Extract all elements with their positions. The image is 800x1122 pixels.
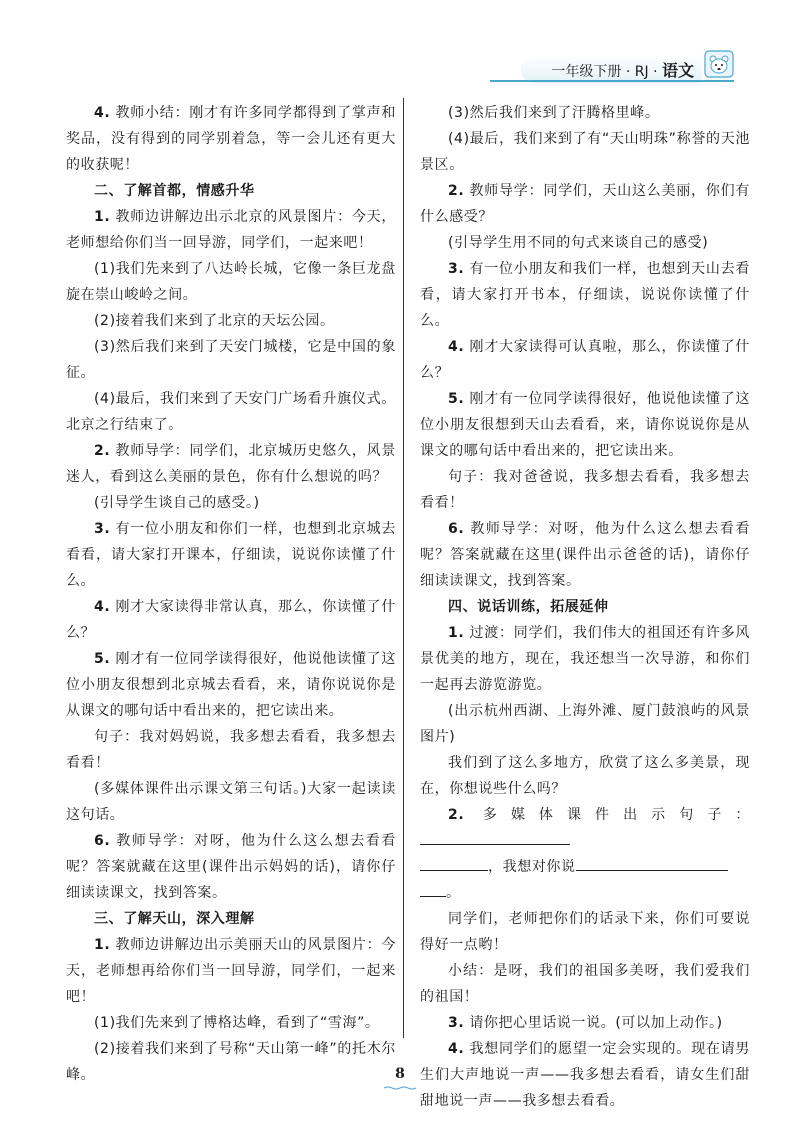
paragraph: (4)最后，我们来到了有“天山明珠”称誉的天池景区。 bbox=[420, 131, 750, 173]
paragraph: 2. 教师导学：同学们，天山这么美丽，你们有什么感受？ bbox=[420, 183, 750, 225]
paragraph: 6. 教师导学：对呀，他为什么这么想去看看呢？答案就藏在这里(课件出示妈妈的话)，请你仔细读读课文，找到答案。 bbox=[66, 833, 396, 901]
paragraph: 2. 多媒体课件出示句子： bbox=[420, 802, 750, 854]
header-rule bbox=[490, 80, 734, 82]
section-heading: 四、说话训练，拓展延伸 bbox=[448, 599, 609, 615]
paragraph: (引导学生谈自己的感受。) bbox=[94, 495, 260, 511]
paragraph: 3. 请你把心里话说一说。(可以加上动作。) bbox=[448, 1015, 723, 1031]
header-subject: 语文 bbox=[661, 61, 694, 80]
page-number-wave-icon bbox=[384, 1086, 416, 1090]
paragraph: 4. 刚才大家读得非常认真，那么，你读懂了什么？ bbox=[66, 599, 396, 641]
header-series: 一年级下册 · RJ · bbox=[551, 64, 662, 80]
paragraph: (1)我们先来到了八达岭长城，它像一条巨龙盘旋在崇山峻岭之间。 bbox=[66, 261, 396, 303]
paragraph: 1. 教师边讲解边出示美丽天山的风景图片：今天，老师想再给你们当一回导游，同学们，一起来吧！ bbox=[66, 937, 396, 1005]
paragraph: (3)然后我们来到了天安门城楼，它是中国的象征。 bbox=[66, 339, 396, 381]
paragraph: 5. 刚才有一位同学读得很好，他说他读懂了这位小朋友很想到天山去看看，来，请你说说你是从课文的哪句话中看出来的，把它读出来。 bbox=[420, 391, 750, 459]
fill-blank bbox=[576, 854, 728, 871]
header-label bbox=[521, 56, 702, 83]
paragraph: 小结：是呀，我们的祖国多美呀，我们爱我们的祖国！ bbox=[420, 963, 750, 1005]
paragraph: (出示杭州西湖、上海外滩、厦门鼓浪屿的风景图片) bbox=[420, 703, 750, 745]
paragraph: 4. 刚才大家读得可认真啦，那么，你读懂了什么？ bbox=[420, 339, 750, 381]
paragraph: 5. 刚才有一位同学读得很好，他说他读懂了这位小朋友很想到北京城去看看，来，请你说说你是从课文的哪句话中看出来的，把它读出来。 bbox=[66, 651, 396, 719]
cartoon-bear-icon bbox=[704, 50, 734, 78]
paragraph: (2)接着我们来到了北京的天坛公园。 bbox=[94, 313, 335, 329]
paragraph: 1. 教师边讲解边出示北京的风景图片：今天，老师想给你们当一回导游，同学们，一起来吧！ bbox=[66, 209, 396, 251]
paragraph: (4)最后，我们来到了天安门广场看升旗仪式。北京之行结束了。 bbox=[66, 391, 396, 433]
paragraph: 3. 有一位小朋友和你们一样，也想到北京城去看看，请大家打开课本，仔细读，说说你读懂了什么。 bbox=[66, 521, 396, 589]
column-divider bbox=[403, 98, 404, 1038]
fill-blank bbox=[420, 828, 570, 845]
paragraph: ，我想对你说 bbox=[420, 854, 750, 880]
section-heading: 三、了解天山，深入理解 bbox=[94, 911, 255, 927]
section-heading: 二、了解首都，情感升华 bbox=[94, 183, 255, 199]
paragraph: 4. 我想同学们的愿望一定会实现的。现在请男生们大声地说一声——我多想去看看，请女生们甜甜地说一声——我多想去看看。 bbox=[420, 1041, 750, 1109]
fill-blank bbox=[420, 880, 446, 897]
paragraph: (多媒体课件出示课文第三句话。)大家一起读读这句话。 bbox=[66, 781, 396, 823]
paragraph: (2)接着我们来到了号称“天山第一峰”的托木尔峰。 bbox=[66, 1041, 396, 1083]
right-column bbox=[420, 100, 750, 1114]
paragraph: 2. 教师导学：同学们，北京城历史悠久，风景迷人，看到这么美丽的景色，你有什么想说的吗？ bbox=[66, 443, 396, 485]
paragraph: 我们到了这么多地方，欣赏了这么多美景，现在，你想说些什么吗？ bbox=[420, 755, 750, 797]
paragraph: 同学们，老师把你们的话录下来，你们可要说得好一点哟！ bbox=[420, 911, 750, 953]
paragraph: (3)然后我们来到了汗腾格里峰。 bbox=[448, 105, 660, 121]
page-header bbox=[460, 50, 734, 82]
paragraph: 6. 教师导学：对呀，他为什么这么想去看看呢？答案就藏在这里(课件出示爸爸的话)，请你仔细读读课文，找到答案。 bbox=[420, 521, 750, 589]
paragraph: (引导学生用不同的句式来谈自己的感受) bbox=[448, 235, 709, 251]
fill-blank bbox=[420, 854, 488, 871]
paragraph: (1)我们先来到了博格达峰，看到了“雪海”。 bbox=[94, 1015, 380, 1031]
paragraph: 3. 有一位小朋友和我们一样，也想到天山去看看，请大家打开书本，仔细读，说说你读懂了什么。 bbox=[420, 261, 750, 329]
paragraph: 句子：我对妈妈说，我多想去看看，我多想去看看！ bbox=[66, 729, 396, 771]
left-column bbox=[66, 100, 396, 1088]
paragraph: 4. 教师小结：刚才有许多同学都得到了掌声和奖品，没有得到的同学别着急，等一会儿还有更大的收获呢！ bbox=[66, 105, 396, 173]
paragraph: 。 bbox=[420, 880, 750, 906]
paragraph: 句子：我对爸爸说，我多想去看看，我多想去看看！ bbox=[420, 469, 750, 511]
paragraph: 1. 过渡：同学们，我们伟大的祖国还有许多风景优美的地方，现在，我还想当一次导游，和你们一起再去游览游览。 bbox=[420, 625, 750, 693]
page-number: 8 bbox=[395, 1066, 405, 1082]
